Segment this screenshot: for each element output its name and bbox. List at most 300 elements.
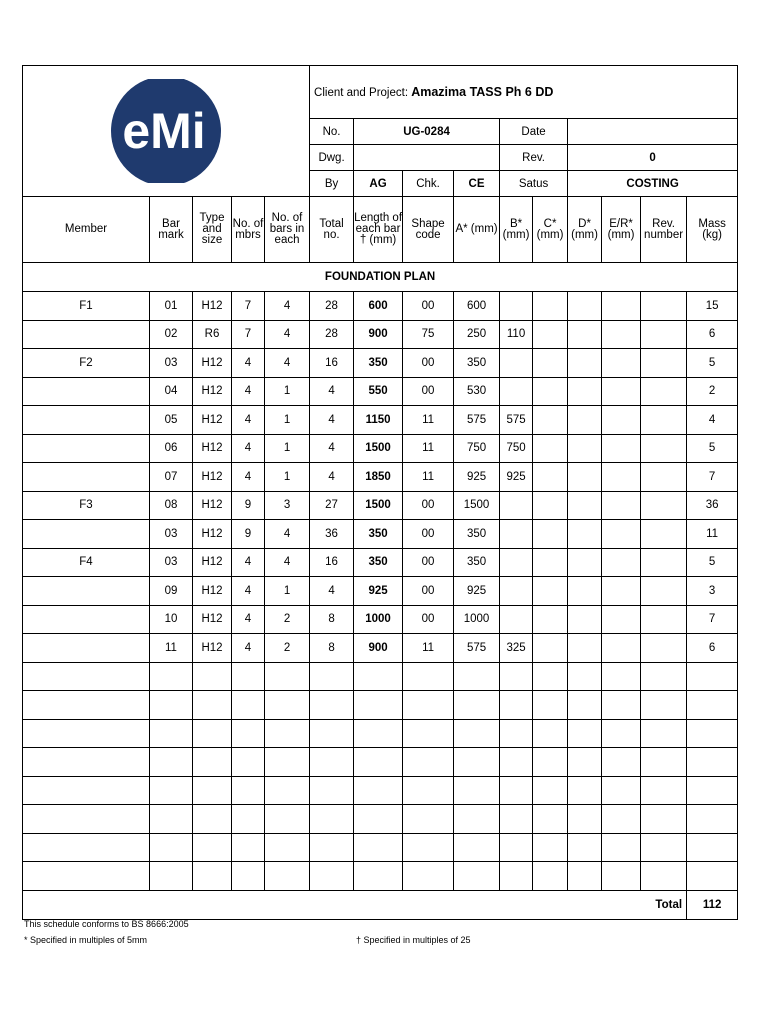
cell-mass: 3	[687, 577, 738, 606]
cell-d	[568, 463, 602, 492]
cell-b	[500, 662, 533, 691]
cell-a	[454, 805, 500, 834]
table-row	[23, 833, 738, 862]
cell-e	[602, 548, 641, 577]
cell-rev	[641, 605, 687, 634]
cell-mass	[687, 748, 738, 777]
table-row	[23, 691, 738, 720]
cell-d	[568, 634, 602, 663]
cell-bar-mark: 09	[150, 577, 193, 606]
cell-e	[602, 320, 641, 349]
conformance-note: This schedule conforms to BS 8666:2005	[24, 919, 189, 929]
cell-a	[454, 662, 500, 691]
cell-bars-each: 4	[265, 320, 310, 349]
cell-rev	[641, 691, 687, 720]
cell-b: 575	[500, 406, 533, 435]
cell-a: 575	[454, 406, 500, 435]
cell-total-no	[310, 662, 354, 691]
cell-rev	[641, 406, 687, 435]
cell-member	[23, 320, 150, 349]
cell-shape-code: 11	[403, 634, 454, 663]
cell-shape-code: 00	[403, 491, 454, 520]
cell-e	[602, 862, 641, 891]
cell-shape-code	[403, 862, 454, 891]
col-length: Length of each bar † (mm)	[354, 197, 403, 263]
cell-shape-code: 00	[403, 605, 454, 634]
cell-bars-each: 1	[265, 377, 310, 406]
cell-d	[568, 748, 602, 777]
cell-b: 110	[500, 320, 533, 349]
cell-a	[454, 862, 500, 891]
cell-member	[23, 805, 150, 834]
col-b: B* (mm)	[500, 197, 533, 263]
cell-length: 1850	[354, 463, 403, 492]
cell-e	[602, 292, 641, 321]
cell-c	[533, 520, 568, 549]
cell-total-no: 8	[310, 605, 354, 634]
cell-b	[500, 349, 533, 378]
cell-mass: 6	[687, 320, 738, 349]
col-no-mbrs: No. of mbrs	[232, 197, 265, 263]
cell-e	[602, 406, 641, 435]
cell-e	[602, 491, 641, 520]
cell-total-no: 4	[310, 434, 354, 463]
cell-member	[23, 862, 150, 891]
cell-type-size: H12	[193, 349, 232, 378]
cell-b	[500, 292, 533, 321]
cell-shape-code	[403, 691, 454, 720]
client-label: Client and Project:	[314, 87, 409, 99]
cell-no-mbrs: 7	[232, 292, 265, 321]
cell-type-size	[193, 833, 232, 862]
cell-e	[602, 377, 641, 406]
cell-d	[568, 776, 602, 805]
col-type-size: Type and size	[193, 197, 232, 263]
cell-no-mbrs: 7	[232, 320, 265, 349]
cell-total-no: 28	[310, 292, 354, 321]
cell-no-mbrs	[232, 833, 265, 862]
total-label: Total	[23, 890, 687, 919]
cell-bar-mark: 11	[150, 634, 193, 663]
cell-rev	[641, 320, 687, 349]
cell-mass: 5	[687, 349, 738, 378]
cell-bars-each: 1	[265, 434, 310, 463]
cell-bars-each	[265, 862, 310, 891]
client-value: Amazima TASS Ph 6 DD	[411, 85, 554, 99]
cell-length	[354, 719, 403, 748]
total-row	[23, 890, 738, 919]
table-row	[23, 320, 738, 349]
cell-bars-each: 2	[265, 605, 310, 634]
cell-a: 350	[454, 548, 500, 577]
cell-shape-code: 11	[403, 406, 454, 435]
cell-d	[568, 292, 602, 321]
cell-length: 1150	[354, 406, 403, 435]
cell-type-size: R6	[193, 320, 232, 349]
cell-bar-mark: 03	[150, 548, 193, 577]
col-bar-mark: Bar mark	[150, 197, 193, 263]
table-row	[23, 349, 738, 378]
cell-c	[533, 548, 568, 577]
cell-no-mbrs	[232, 719, 265, 748]
cell-c	[533, 292, 568, 321]
cell-no-mbrs: 4	[232, 463, 265, 492]
dwg-value	[354, 145, 500, 171]
cell-type-size: H12	[193, 377, 232, 406]
rev-label: Rev.	[500, 145, 568, 171]
cell-c	[533, 833, 568, 862]
cell-bars-each	[265, 833, 310, 862]
cell-shape-code: 00	[403, 548, 454, 577]
cell-mass: 2	[687, 377, 738, 406]
cell-bars-each: 3	[265, 491, 310, 520]
cell-e	[602, 776, 641, 805]
cell-b: 750	[500, 434, 533, 463]
cell-e	[602, 577, 641, 606]
cell-total-no: 4	[310, 406, 354, 435]
cell-shape-code: 00	[403, 377, 454, 406]
cell-a: 925	[454, 463, 500, 492]
cell-total-no: 16	[310, 548, 354, 577]
cell-shape-code: 00	[403, 349, 454, 378]
emi-logo	[108, 79, 224, 183]
total-value: 112	[687, 890, 738, 919]
chk-label: Chk.	[403, 171, 454, 197]
cell-e	[602, 463, 641, 492]
cell-shape-code: 00	[403, 577, 454, 606]
cell-member	[23, 748, 150, 777]
cell-bar-mark	[150, 776, 193, 805]
schedule-rows	[23, 292, 738, 891]
cell-shape-code	[403, 776, 454, 805]
cell-length: 1500	[354, 434, 403, 463]
cell-length	[354, 833, 403, 862]
cell-mass: 7	[687, 463, 738, 492]
cell-length: 925	[354, 577, 403, 606]
cell-mass	[687, 662, 738, 691]
cell-d	[568, 719, 602, 748]
cell-mass	[687, 719, 738, 748]
cell-a: 925	[454, 577, 500, 606]
multiples-25-note: † Specified in multiples of 25	[356, 935, 471, 945]
by-label: By	[310, 171, 354, 197]
cell-bars-each	[265, 662, 310, 691]
cell-shape-code: 11	[403, 434, 454, 463]
cell-d	[568, 320, 602, 349]
cell-total-no	[310, 719, 354, 748]
table-row	[23, 463, 738, 492]
cell-total-no: 4	[310, 463, 354, 492]
cell-no-mbrs	[232, 662, 265, 691]
table-row	[23, 434, 738, 463]
cell-type-size: H12	[193, 406, 232, 435]
cell-length: 350	[354, 520, 403, 549]
cell-mass	[687, 776, 738, 805]
cell-no-mbrs: 4	[232, 634, 265, 663]
status-label: Satus	[500, 171, 568, 197]
cell-e	[602, 662, 641, 691]
cell-a: 575	[454, 634, 500, 663]
cell-total-no: 27	[310, 491, 354, 520]
cell-type-size	[193, 748, 232, 777]
cell-length	[354, 691, 403, 720]
cell-type-size: H12	[193, 634, 232, 663]
table-row	[23, 776, 738, 805]
rev-value: 0	[568, 145, 738, 171]
cell-bars-each: 4	[265, 520, 310, 549]
cell-bars-each	[265, 805, 310, 834]
cell-type-size	[193, 719, 232, 748]
cell-length: 1500	[354, 491, 403, 520]
date-value	[568, 119, 738, 145]
cell-e	[602, 805, 641, 834]
cell-length	[354, 776, 403, 805]
status-value: COSTING	[568, 171, 738, 197]
cell-bar-mark	[150, 805, 193, 834]
cell-member	[23, 634, 150, 663]
cell-no-mbrs: 9	[232, 491, 265, 520]
cell-bars-each: 4	[265, 292, 310, 321]
cell-mass: 4	[687, 406, 738, 435]
cell-type-size	[193, 691, 232, 720]
cell-length	[354, 805, 403, 834]
cell-rev	[641, 520, 687, 549]
cell-rev	[641, 463, 687, 492]
cell-bars-each: 1	[265, 406, 310, 435]
cell-a	[454, 719, 500, 748]
cell-e	[602, 349, 641, 378]
cell-a	[454, 776, 500, 805]
cell-d	[568, 833, 602, 862]
cell-member: F2	[23, 349, 150, 378]
cell-bar-mark	[150, 862, 193, 891]
cell-member	[23, 463, 150, 492]
cell-type-size: H12	[193, 434, 232, 463]
cell-shape-code: 75	[403, 320, 454, 349]
cell-no-mbrs	[232, 776, 265, 805]
bar-schedule-table	[22, 65, 738, 920]
cell-b	[500, 377, 533, 406]
by-value: AG	[354, 171, 403, 197]
cell-e	[602, 434, 641, 463]
cell-b	[500, 862, 533, 891]
cell-mass: 5	[687, 548, 738, 577]
cell-d	[568, 349, 602, 378]
cell-bar-mark: 04	[150, 377, 193, 406]
cell-member	[23, 833, 150, 862]
cell-length: 350	[354, 349, 403, 378]
cell-a	[454, 748, 500, 777]
cell-no-mbrs	[232, 805, 265, 834]
cell-rev	[641, 548, 687, 577]
col-a: A* (mm)	[454, 197, 500, 263]
cell-d	[568, 862, 602, 891]
cell-type-size: H12	[193, 548, 232, 577]
cell-b: 325	[500, 634, 533, 663]
cell-b	[500, 719, 533, 748]
cell-a: 250	[454, 320, 500, 349]
cell-member	[23, 520, 150, 549]
cell-no-mbrs: 4	[232, 406, 265, 435]
cell-no-mbrs	[232, 748, 265, 777]
cell-b	[500, 548, 533, 577]
table-row	[23, 520, 738, 549]
col-total-no: Total no.	[310, 197, 354, 263]
col-d: D* (mm)	[568, 197, 602, 263]
cell-a: 530	[454, 377, 500, 406]
cell-c	[533, 805, 568, 834]
cell-rev	[641, 292, 687, 321]
cell-b	[500, 833, 533, 862]
cell-no-mbrs: 4	[232, 577, 265, 606]
cell-b	[500, 776, 533, 805]
cell-c	[533, 406, 568, 435]
cell-e	[602, 634, 641, 663]
col-c: C* (mm)	[533, 197, 568, 263]
cell-no-mbrs: 4	[232, 548, 265, 577]
col-shape-code: Shape code	[403, 197, 454, 263]
cell-rev	[641, 776, 687, 805]
cell-rev	[641, 748, 687, 777]
cell-mass: 11	[687, 520, 738, 549]
cell-total-no	[310, 805, 354, 834]
cell-length: 1000	[354, 605, 403, 634]
cell-rev	[641, 662, 687, 691]
table-row	[23, 491, 738, 520]
cell-rev	[641, 491, 687, 520]
cell-total-no	[310, 691, 354, 720]
col-mass: Mass (kg)	[687, 197, 738, 263]
cell-shape-code	[403, 833, 454, 862]
cell-shape-code: 11	[403, 463, 454, 492]
cell-a: 350	[454, 349, 500, 378]
cell-d	[568, 577, 602, 606]
cell-c	[533, 776, 568, 805]
cell-shape-code	[403, 748, 454, 777]
cell-total-no: 28	[310, 320, 354, 349]
cell-c	[533, 463, 568, 492]
table-row	[23, 292, 738, 321]
cell-e	[602, 833, 641, 862]
cell-length: 550	[354, 377, 403, 406]
cell-mass	[687, 833, 738, 862]
cell-bar-mark: 10	[150, 605, 193, 634]
cell-c	[533, 377, 568, 406]
table-row	[23, 548, 738, 577]
cell-bar-mark: 07	[150, 463, 193, 492]
cell-c	[533, 719, 568, 748]
cell-d	[568, 377, 602, 406]
cell-type-size: H12	[193, 520, 232, 549]
cell-mass	[687, 805, 738, 834]
cell-bar-mark: 02	[150, 320, 193, 349]
cell-length: 350	[354, 548, 403, 577]
table-row	[23, 634, 738, 663]
cell-bars-each: 4	[265, 349, 310, 378]
cell-length	[354, 748, 403, 777]
cell-c	[533, 577, 568, 606]
cell-mass: 15	[687, 292, 738, 321]
cell-d	[568, 520, 602, 549]
cell-length: 600	[354, 292, 403, 321]
cell-shape-code: 00	[403, 520, 454, 549]
cell-rev	[641, 434, 687, 463]
cell-member	[23, 577, 150, 606]
cell-mass: 5	[687, 434, 738, 463]
cell-rev	[641, 577, 687, 606]
multiples-5mm-note: * Specified in multiples of 5mm	[24, 935, 148, 945]
table-row	[23, 662, 738, 691]
cell-total-no	[310, 833, 354, 862]
cell-total-no: 36	[310, 520, 354, 549]
cell-a: 750	[454, 434, 500, 463]
cell-mass	[687, 691, 738, 720]
cell-length	[354, 662, 403, 691]
cell-rev	[641, 805, 687, 834]
client-project-cell	[310, 66, 738, 119]
table-row	[23, 719, 738, 748]
dwg-label: Dwg.	[310, 145, 354, 171]
cell-bar-mark	[150, 719, 193, 748]
cell-type-size	[193, 862, 232, 891]
cell-a	[454, 691, 500, 720]
cell-shape-code	[403, 662, 454, 691]
cell-member	[23, 776, 150, 805]
cell-bar-mark: 03	[150, 520, 193, 549]
cell-rev	[641, 833, 687, 862]
cell-shape-code	[403, 805, 454, 834]
logo-cell	[23, 66, 310, 197]
cell-no-mbrs: 4	[232, 605, 265, 634]
cell-bars-each: 4	[265, 548, 310, 577]
cell-c	[533, 862, 568, 891]
cell-member	[23, 377, 150, 406]
cell-bars-each: 2	[265, 634, 310, 663]
cell-b	[500, 805, 533, 834]
cell-e	[602, 605, 641, 634]
logo-text: eMi	[122, 103, 206, 159]
cell-a: 1000	[454, 605, 500, 634]
cell-type-size: H12	[193, 463, 232, 492]
cell-member	[23, 605, 150, 634]
cell-e	[602, 520, 641, 549]
cell-no-mbrs: 4	[232, 377, 265, 406]
cell-a: 600	[454, 292, 500, 321]
table-row	[23, 605, 738, 634]
cell-bar-mark	[150, 748, 193, 777]
cell-e	[602, 719, 641, 748]
cell-type-size: H12	[193, 292, 232, 321]
cell-member: F4	[23, 548, 150, 577]
cell-b	[500, 748, 533, 777]
cell-mass: 7	[687, 605, 738, 634]
cell-member	[23, 691, 150, 720]
cell-total-no: 16	[310, 349, 354, 378]
cell-c	[533, 691, 568, 720]
table-row	[23, 406, 738, 435]
cell-c	[533, 605, 568, 634]
cell-b	[500, 520, 533, 549]
cell-bar-mark	[150, 691, 193, 720]
cell-d	[568, 805, 602, 834]
cell-c	[533, 349, 568, 378]
cell-bar-mark: 05	[150, 406, 193, 435]
cell-member	[23, 719, 150, 748]
cell-a	[454, 833, 500, 862]
cell-a: 1500	[454, 491, 500, 520]
cell-member: F3	[23, 491, 150, 520]
cell-bars-each	[265, 719, 310, 748]
